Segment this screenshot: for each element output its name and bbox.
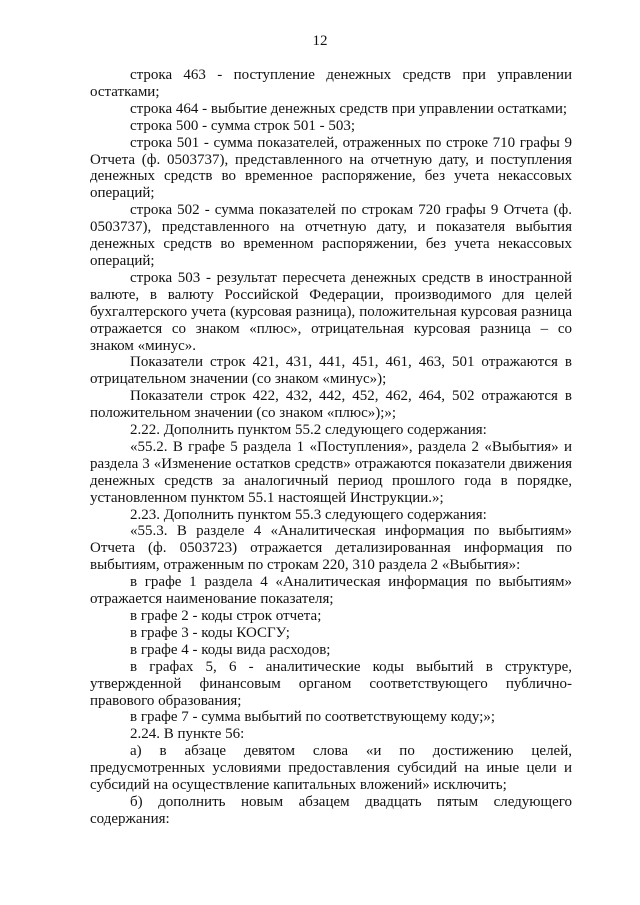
- paragraph-line-463: строка 463 - поступление денежных средств при управлении остатками;: [90, 67, 572, 100]
- paragraph-column-4: в графе 4 - коды вида расходов;: [130, 641, 331, 658]
- paragraph-column-7: в графе 7 - сумма выбытий по соответствующему коду;»;: [130, 709, 496, 726]
- paragraph-columns-5-6: в графах 5, 6 - аналитические коды выбытий в структуре, утвержденной финансовым органом соответствующего публично-правового образования;: [90, 658, 572, 709]
- paragraph-column-3: в графе 3 - коды КОСГУ;: [130, 624, 290, 641]
- document-body: [90, 67, 572, 828]
- paragraph-item-a: а) в абзаце девятом слова «и по достижению целей, предусмотренных условиями предоставления субсидий на иные цели и субсидий на осуществление капитальных вложений» исключить;: [90, 743, 572, 794]
- paragraph-2-23-heading: 2.23. Дополнить пунктом 55.3 следующего содержания:: [130, 506, 487, 523]
- paragraph-55-2: «55.2. В графе 5 раздела 1 «Поступления», раздела 2 «Выбытия» и раздела 3 «Изменение остатков средств» отражаются показатели движения денежных средств за аналогичный период прошлого года в порядке, установленном пунктом 55.1 настоящей Инструкции.»;: [90, 438, 572, 506]
- paragraph-line-503: строка 503 - результат пересчета денежных средств в иностранной валюте, в валюту Российской Федерации, производимого для целей бухгалтерского учета (курсовая разница), положительная курсовая разница отражается со знаком «плюс», отрицательная курсовая разница – со знаком «минус».: [90, 269, 572, 354]
- paragraph-55-3: «55.3. В разделе 4 «Аналитическая информация по выбытиям» Отчета (ф. 0503723) отражается детализированная информация по выбытиям, отраженным по строкам 220, 310 раздела 2 «Выбытия»:: [90, 523, 572, 574]
- paragraph-column-2: в графе 2 - коды строк отчета;: [130, 608, 322, 624]
- paragraph-2-24-heading: 2.24. В пункте 56:: [130, 726, 245, 743]
- paragraph-line-464: строка 464 - выбытие денежных средств при управлении остатками;: [130, 100, 568, 117]
- paragraph-positive-values: Показатели строк 422, 432, 442, 452, 462, 464, 502 отражаются в положительном значении (со знаком «плюс»);»;: [90, 388, 572, 422]
- paragraph-line-500: строка 500 - сумма строк 501 - 503;: [130, 117, 356, 134]
- paragraph-column-1: в графе 1 раздела 4 «Аналитическая информация по выбытиям» отражается наименование показателя;: [90, 574, 572, 608]
- paragraph-2-22-heading: 2.22. Дополнить пунктом 55.2 следующего содержания:: [130, 422, 487, 439]
- page-number: 12: [312, 33, 328, 49]
- paragraph-negative-values: Показатели строк 421, 431, 441, 451, 461, 463, 501 отражаются в отрицательном значении (со знаком «минус»);: [90, 354, 572, 388]
- paragraph-line-502: строка 502 - сумма показателей по строкам 720 графы 9 Отчета (ф. 0503737), представленного на отчетную дату, и показателя выбытия денежных средств во временном распоряжении, без учета некассовых операций;: [90, 202, 572, 269]
- paragraph-line-501: строка 501 - сумма показателей, отраженных по строке 710 графы 9 Отчета (ф. 0503737), представленного на отчетную дату, и поступления денежных средств во временное распоряжение, без учета некассовых операций;: [90, 134, 572, 202]
- paragraph-item-b: б) дополнить новым абзацем двадцать пятым следующего содержания:: [90, 793, 572, 827]
